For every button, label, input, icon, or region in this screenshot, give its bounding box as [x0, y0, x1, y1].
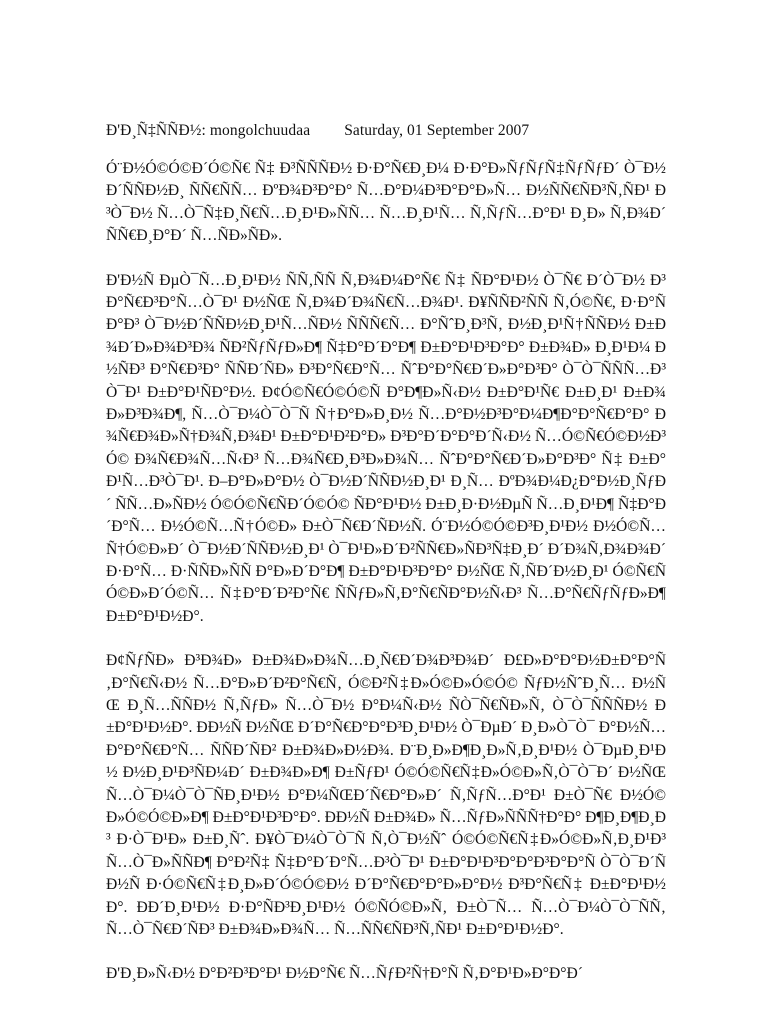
- paragraph: Ó¨Ð½Ó©Ó©Ð´Ó©Ñ€ Ñ‡ Ð³ÑÑÑÐ½ Ð·Ð°Ñ€Ð¸Ð¼ Ð·Ð°Ð»ÑƒÑƒÑ‡ÑƒÑƒÐ´ Ò¯Ð½Ð´ÑÑÐ½Ð¸ ÑÑ€ÑÑ… ÐºÐ¾Ð³Ð°Ð° Ñ…Ð°Ð¼Ð³Ð°Ð°Ð»Ñ… Ð½ÑÑ€ÑÐ³Ñ‚ÑÐ¹ Ð³Ò¯Ð½ Ñ…Ò¯Ñ‡Ð¸Ñ€Ñ…Ð¸Ð¹Ð»ÑÑ… Ñ…Ð¸Ð¹Ñ… Ñ‚ÑƒÑ…Ð°Ð¹ Ð¸Ð» Ñ‚Ð¾Ð´ ÑÑ€Ð¸Ð°Ð´ Ñ…ÑÐ»ÑÐ».: [106, 160, 666, 245]
- paragraph: Ð'Ð½Ñ ÐµÒ¯Ñ…Ð¸Ð¹Ð½ ÑÑ‚ÑÑ Ñ‚Ð¾Ð¼Ð°Ñ€ Ñ‡ ÑÐ°Ð¹Ð½ Ò¯Ñ€ Ð´Ò¯Ð½ Ð³Ð°Ñ€Ð³Ð°Ñ…Ò¯Ð¹ Ð½ÑŒ Ñ‚Ð¾Ð´Ð¾Ñ€Ñ…Ð¾Ð¹. Ð¥ÑÑÐ²ÑÑ Ñ‚Ó©Ñ€, Ð·Ð°ÑÐ°Ð³ Ò¯Ð½Ð´ÑÑÐ½Ð¸Ð¹Ñ…ÑÐ½ ÑÑÑ€Ñ… Ð°ÑˆÐ¸Ð³Ñ‚ Ð½Ð¸Ð¹Ñ†ÑÑÐ½ Ð±Ð¾Ð´Ð»Ð¾Ð³Ð¾ ÑÐ²ÑƒÑƒÐ»Ð¶ Ñ‡Ð°Ð´Ð°Ð¶ Ð±Ð°Ð¹Ð³Ð°Ð° Ð±Ð¾Ð» Ð¸Ð¹Ð¼ Ð½ÑÐ³ Ð°Ñ€Ð³Ð° ÑÑÐ´ÑÐ» Ð³Ð°Ñ€Ð°Ñ… ÑˆÐ°Ð°Ñ€Ð´Ð»Ð°Ð³Ð° Ò¯Ò¯ÑÑÑ…Ð³Ò¯Ð¹ Ð±Ð°Ð¹ÑÐ°Ð½. Ð¢Ó©Ñ€Ó©Ó©Ñ Ð°Ð¶Ð»Ñ‹Ð½ Ð±Ð°Ð¹Ñ€ Ð±Ð¸Ð¹ Ð±Ð¾Ð»Ð³Ð¾Ð¶, Ñ…Ò¯Ð¼Ò¯Ò¯Ñ Ñ†Ð°Ð»Ð¸Ð½ Ñ…Ð°Ð½Ð³Ð°Ð¼Ð¶Ð°Ð°Ñ€Ð°Ð° Ð¾Ñ€Ð¾Ð»Ñ†Ð¾Ñ‚Ð¾Ð¹ Ð±Ð°Ð¹Ð²Ð°Ð» Ð³Ð°Ð´Ð°Ð°Ð´Ñ‹Ð½ Ñ…Ó©Ñ€Ó©Ð½Ð³Ó© Ð¾Ñ€Ð¾Ñ…Ñ‹Ð³ Ñ…Ð¾Ñ€Ð¸Ð³Ð»Ð¾Ñ… ÑˆÐ°Ð°Ñ€Ð´Ð»Ð°Ð³Ð° Ñ‡ Ð±Ð°Ð¹Ñ…Ð³Ò¯Ð¹. Ð–Ð°Ð»Ð°Ð½ Ò¯Ð½Ð´ÑÑÐ½Ð¸Ð¹ Ð¸Ñ… ÐºÐ¾Ð¼Ð¿Ð°Ð½Ð¸ÑƒÐ´ ÑÑ…Ð»ÑÐ½ Ó©Ó©Ñ€ÑÐ´Ó©Ó© ÑÐ°Ð¹Ð½ Ð±Ð¸Ð·Ð½ÐµÑ Ñ…Ð¸Ð¹Ð¶ Ñ‡Ð°Ð´Ð°Ñ… Ð½Ó©Ñ…Ñ†Ó©Ð» Ð±Ò¯Ñ€Ð´ÑÐ½Ñ. Ó¨Ð½Ó©Ó©Ð³Ð¸Ð¹Ð½ Ð½Ó©Ñ…Ñ†Ó©Ð»Ð´ Ò¯Ð½Ð´ÑÑÐ½Ð¸Ð¹ Ò¯Ð¹Ð»Ð´Ð²ÑÑ€Ð»ÑÐ³Ñ‡Ð¸Ð´ Ð´Ð¾Ñ‚Ð¾Ð¾Ð´ Ð·Ð°Ñ… Ð·ÑÑÐ»ÑÑ Ð°Ð»Ð´Ð°Ð¶ Ð±Ð°Ð¹Ð³Ð°Ð° Ð½ÑŒ Ñ‚ÑÐ´Ð½Ð¸Ð¹ Ó©Ñ€ÑÓ©Ð»Ð´Ó©Ñ… Ñ‡Ð°Ð´Ð²Ð°Ñ€ ÑÑƒÐ»Ñ‚Ð°Ñ€ÑÐ°Ð½Ñ‹Ð³ Ñ…Ð°Ñ€ÑƒÑƒÐ»Ð¶ Ð±Ð°Ð¹Ð½Ð°.: [106, 271, 666, 625]
- paragraph: Ð'Ð¸Ð»Ñ‹Ð½ Ð°Ð²Ð³Ð°Ð¹ Ð½Ð°Ñ€ Ñ…ÑƒÐ²Ñ†Ð°Ñ Ñ‚Ð°Ð¹Ð»Ð°Ð°Ð´: [106, 965, 583, 983]
- post-date: Saturday, 01 September 2007: [344, 122, 530, 139]
- post-meta: [106, 122, 529, 140]
- post-body: [106, 158, 666, 1008]
- paragraph: Ð¢ÑƒÑÐ» Ð³Ð¾Ð» Ð±Ð¾Ð»Ð¾Ñ…Ð¸Ñ€Ð´Ð¾Ð³Ð¾Ð´ Ð£Ð»Ð°Ð°Ð½Ð±Ð°Ð°Ñ‚Ð°Ñ€Ñ‹Ð½ Ñ…Ð°Ð»Ð´Ð²Ð°Ñ€Ñ‚ Ó©Ð²Ñ‡Ð»Ó©Ð»Ó©Ó© ÑƒÐ½ÑˆÐ¸Ñ… Ð½ÑŒ Ð¸Ñ…ÑÑÐ½ Ñ‚ÑƒÐ» Ñ…Ò¯Ð½ Ð°Ð¼Ñ‹Ð½ ÑÒ¯Ñ€ÑÐ»Ñ‚ Ò¯Ò¯ÑÑÑÐ½ Ð±Ð°Ð¹Ð½Ð°. ÐÐ½Ñ Ð½ÑŒ Ð´Ð°Ñ€Ð°Ð°Ð³Ð¸Ð¹Ð½ Ò¯ÐµÐ´ Ð¸Ð»Ò¯Ò¯ Ð°Ð½Ñ…Ð°Ð°Ñ€Ð°Ñ… ÑÑÐ´ÑÐ² Ð±Ð¾Ð»Ð½Ð¾. Ð¨Ð¸Ð»Ð¶Ð¸Ð»Ñ‚Ð¸Ð¹Ð½ Ò¯ÐµÐ¸Ð¹Ð½ Ð½Ð¸Ð¹Ð³ÑÐ¼Ð´ Ð±Ð¾Ð»Ð¶ Ð±ÑƒÐ¹ Ó©Ó©Ñ€Ñ‡Ð»Ó©Ð»Ñ‚Ò¯Ò¯Ð´ Ð½ÑŒ Ñ…Ò¯Ð¼Ò¯Ò¯ÑÐ¸Ð¹Ð½ Ð°Ð¼ÑŒÐ´Ñ€Ð°Ð»Ð´ Ñ‚ÑƒÑ…Ð°Ð¹ Ð±Ò¯Ñ€ Ð½Ó©Ð»Ó©Ó©Ð»Ð¶ Ð±Ð°Ð¹Ð³Ð°Ð°. ÐÐ½Ñ Ð±Ð¾Ð» Ñ…ÑƒÐ»ÑÑÑ†Ð°Ð° Ð¶Ð¸Ð¶Ð¸Ð³ Ð·Ò¯Ð¹Ð» Ð±Ð¸Ñˆ. Ð¥Ò¯Ð¼Ò¯Ò¯Ñ Ñ‚Ò¯Ð½Ñˆ Ó©Ó©Ñ€Ñ‡Ð»Ó©Ð»Ñ‚Ð¸Ð¹Ð³ Ñ…Ò¯Ð»ÑÑÐ¶ Ð°Ð²Ñ‡ Ñ‡Ð°Ð´Ð°Ñ…Ð³Ò¯Ð¹ Ð±Ð°Ð¹Ð³Ð°Ð°Ð³Ð°Ð°Ñ Ò¯Ò¯Ð´ÑÐ½Ñ Ð·Ó©Ñ€Ñ‡Ð¸Ð»Ð´Ó©Ó©Ð½ Ð´Ð°Ñ€Ð°Ð°Ð»Ð°Ð½ Ð³Ð°Ñ€Ñ‡ Ð±Ð°Ð¹Ð½Ð°. ÐÐ´Ð¸Ð¹Ð½ Ð·Ð°ÑÐ³Ð¸Ð¹Ð½ Ó©ÑÓ©Ð»Ñ‚ Ð±Ò¯Ñ… Ñ…Ò¯Ð¼Ò¯Ò¯ÑÑ‚ Ñ…Ò¯Ñ€Ð´ÑÐ³ Ð±Ð¾Ð»Ð¾Ñ… Ñ…ÑÑ€ÑÐ³Ñ‚ÑÐ¹ Ð±Ð°Ð¹Ð½Ð°.: [106, 652, 666, 938]
- author-name: mongolchuudaa: [209, 122, 311, 139]
- author-label: Ð'Ð¸Ñ‡ÑÑÐ½:: [106, 122, 206, 139]
